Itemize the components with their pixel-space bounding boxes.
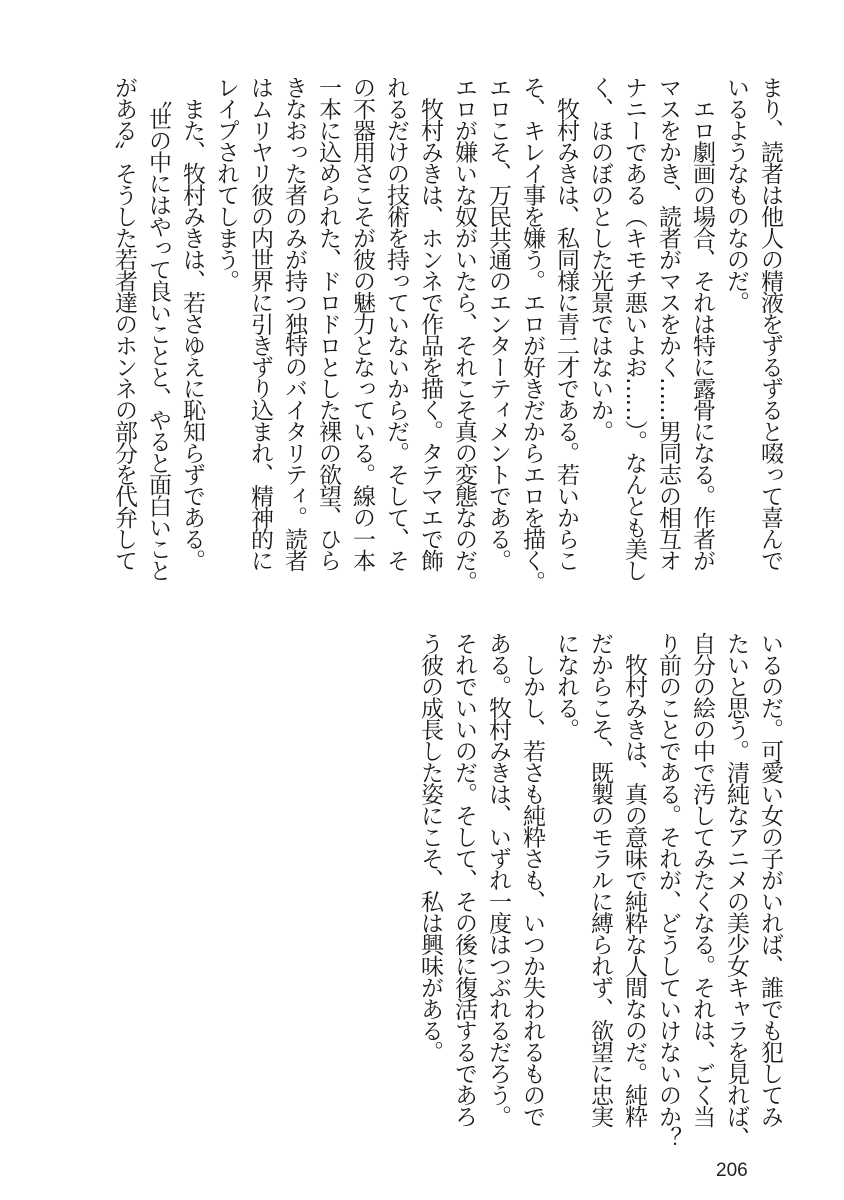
text-column: 牧村みきは、私同様に青二才である。若いからこ	[553, 76, 579, 571]
text-column: たいと思う。清純なアニメの美少女キャラを見れば、	[723, 632, 749, 1148]
text-column: いるようなものなのだ。	[723, 76, 749, 313]
text-column: そ、キレイ事を嫌う。エロが好きだからエロを描く。	[519, 76, 545, 592]
text-column: く、ほのぼのとした光景ではないか。	[587, 76, 613, 442]
page-number: 206	[716, 1160, 748, 1181]
text-column: しかし、若さも純粋さも、いつか失われるもので	[519, 632, 545, 1127]
text-column: それでいいのだ。そして、その後に復活するであろ	[451, 632, 477, 1127]
text-column: エロこそ、万民共通のエンターティメントである。	[485, 76, 511, 571]
text-column: ある。牧村みきは、いずれ一度はつぶれるだろう。	[485, 632, 511, 1127]
text-column: レイプされてしまう。	[213, 76, 239, 291]
text-column: 一本に込められた、ドロドロとした裸の欲望、ひら	[315, 76, 341, 571]
text-column: 牧村みきは、真の意味で純粋な人間なのだ。純粋	[621, 632, 647, 1127]
text-column: まり、読者は他人の精液をずるずると啜って喜んで	[757, 76, 783, 571]
text-column: う彼の成長した姿にこそ、私は興味がある。	[417, 632, 443, 1062]
text-column: がある〟そうした若者達のホンネの部分を代弁して	[111, 76, 137, 571]
text-column: いるのだ。可愛い女の子がいれば、誰でも犯してみ	[757, 632, 783, 1127]
text-column: になれる。	[553, 632, 579, 740]
text-column: り前のことである。それが、どうしていけないのか？	[655, 632, 681, 1148]
text-column: だからこそ、既製のモラルに縛られず、欲望に忠実	[587, 632, 613, 1127]
text-column: 牧村みきは、ホンネで作品を描く。タテマエで飾	[417, 76, 443, 571]
text-column: また、牧村みきは、若さゆえに恥知らずである。	[179, 76, 205, 571]
upper-text-block	[107, 76, 787, 616]
text-column: エロ劇画の場合、それは特に露骨になる。作者が	[689, 76, 715, 571]
text-column: きなおった者のみが持つ独特のバイタリティ。読者	[281, 76, 307, 571]
text-column: ナニーである（キモチ悪いよお……）。なんとも美し	[621, 76, 647, 581]
text-column: マスをかき、読者がマスをかく……男同志の相互オ	[655, 76, 681, 571]
lower-text-block	[413, 632, 787, 1152]
text-column: 自分の絵の中で汚してみたくなる。それは、ごく当	[689, 632, 715, 1127]
text-column: エロが嫌いな奴がいたら、それこそ真の変態なのだ。	[451, 76, 477, 592]
text-column: れるだけの技術を持っていないからだ。そして、そ	[383, 76, 409, 571]
text-column: はムリヤリ彼の内世界に引きずり込まれ、精神的に	[247, 76, 273, 571]
text-column: 〝世の中にはやって良いことと、やると面白いこと	[145, 76, 171, 581]
text-column: の不器用さこそが彼の魅力となっている。線の一本	[349, 76, 375, 571]
